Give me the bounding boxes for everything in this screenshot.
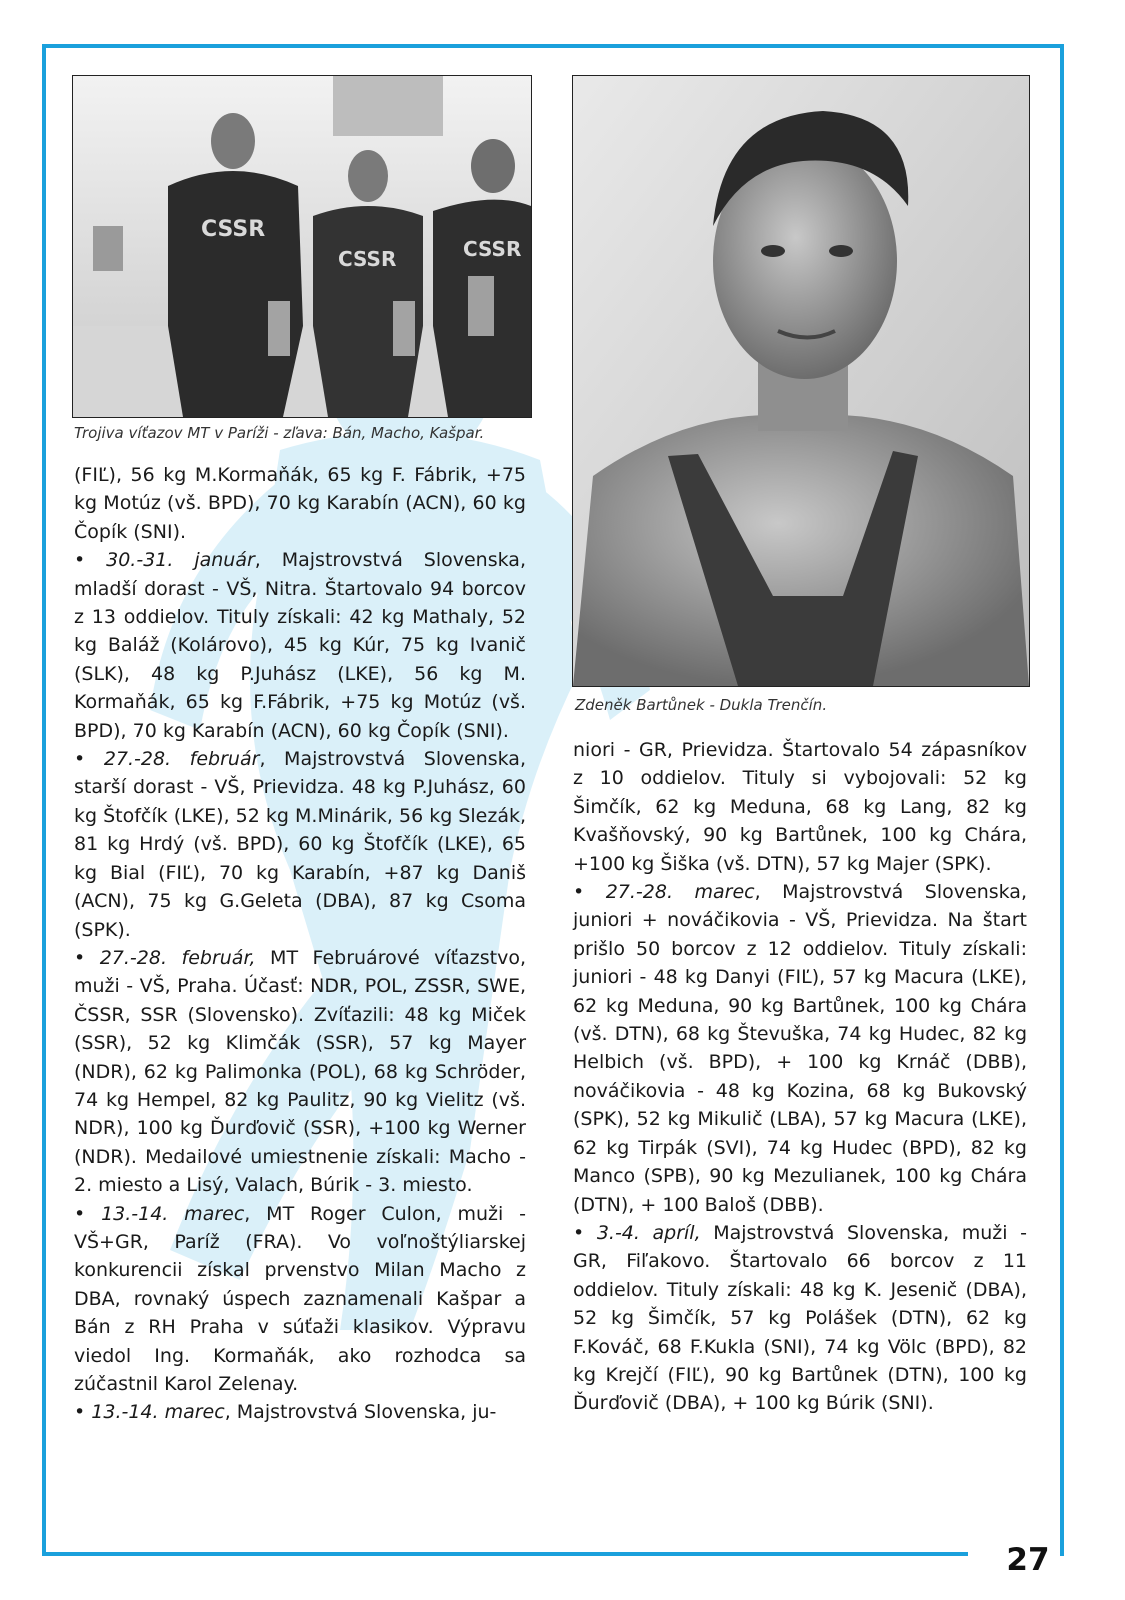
caption-right-photo: Zdeněk Bartůnek - Dukla Trenčín.: [575, 696, 828, 714]
paragraph: • 3.-4. apríl, Majstrovstvá Slovenska, muži - GR, Fiľakovo. Štartovalo 66 borcov z 11 oddielov. Tituly získali: 48 kg K. Jesenič (DBA), 52 kg Šimčík, 57 kg Polášek (DTN), 62 kg F.Kováč, 68 F.Kukla (SNI), 74 kg Völc (BPD), 82 kg Krejčí (FIĽ), 90 kg Bartůnek (DTN), 100 kg Ďurďovič (DBA), + 100 kg Búrik (SNI).: [573, 1221, 1028, 1415]
jersey-text-right: CSSR: [463, 237, 522, 261]
paragraph: • 13.-14. marec, MT Roger Culon, muži - VŠ+GR, Paríž (FRA). Vo voľnoštýliarskej konkurencii získal prvenstvo Milan Macho z DBA, rovnaký úspech zaznamenali Kašpar a Bán z RH Praha v súťaži klasikov. Výpravu viedol Ing. Kormaňák, ako rozhodca sa zúčastnil Karol Zelenay.: [74, 1202, 526, 1395]
left-text-column: [74, 461, 526, 1427]
jersey-text-left: CSSR: [201, 217, 266, 242]
right-text-column: [573, 736, 1027, 1418]
photo-bartunek-portrait: [572, 75, 1030, 687]
paragraph: niori - GR, Prievidza. Štartovalo 54 zápasníkov z 10 oddielov. Tituly si vybojovali: 52 kg Šimčík, 62 kg Meduna, 68 kg Lang, 82 kg Kvašňovský, 90 kg Bartůnek, 100 kg Chára, +100 kg Šiška (vš. DTN), 57 kg Majer (SPK).: [573, 739, 1027, 875]
caption-left-photo: Trojiva víťazov MT v Paríži - zľava: Bán, Macho, Kašpar.: [74, 424, 485, 442]
page-number: 27: [996, 1540, 1060, 1580]
paragraph: (FIĽ), 56 kg M.Kormaňák, 65 kg F. Fábrik, +75 kg Motúz (vš. BPD), 70 kg Karabín (ACN), 60 kg Čopík (SNI).: [74, 464, 526, 543]
paragraph: • 13.-14. marec, Majstrovstvá Slovenska, ju-: [74, 1401, 497, 1424]
paragraph: • 27.-28. marec, Majstrovstvá Slovenska, juniori + nováčikovia - VŠ, Prievidza. Na štart prišlo 50 borcov z 12 oddielov. Tituly získali: juniori - 48 kg Danyi (FIĽ), 57 kg Macura (LKE), 62 kg Meduna, 90 kg Bartůnek, 100 kg Chára (vš. DTN), 68 kg Števuška, 74 kg Hudec, 82 kg Helbich (vš. BPD), + 100 kg Krnáč (DBB), nováčikovia - 48 kg Kozina, 68 kg Bukovský (SPK), 52 kg Mikulič (LBA), 57 kg Macura (LKE), 62 kg Tirpák (SVI), 74 kg Hudec (BPD), 82 kg Manco (SPB), 90 kg Mezulianek, 100 kg Chára (DTN), + 100 Baloš (DBB).: [573, 881, 1027, 1216]
jersey-text-middle: CSSR: [338, 247, 397, 271]
photo-three-winners: [72, 75, 532, 418]
paragraph: • 30.-31. január, Majstrovstvá Slovenska, mladší dorast - VŠ, Nitra. Štartovalo 94 borcov z 13 oddielov. Tituly získali: 42 kg Mathaly, 52 kg Baláž (Kolárovo), 45 kg Kúr, 75 kg Ivanič (SLK), 48 kg P.Juhász (LKE), 56 kg M. Kormaňák, 65 kg F.Fábrik, +75 kg Motúz (vš. BPD), 70 kg Karabín (ACN), 60 kg Čopík (SNI).: [74, 549, 526, 742]
paragraph: • 27.-28. február, Majstrovstvá Slovenska, starší dorast - VŠ, Prievidza. 48 kg P.Juhász, 60 kg Štofčík (LKE), 52 kg M.Minárik, 56 kg Slezák, 81 kg Hrdý (vš. BPD), 60 kg Štofčík (LKE), 65 kg Bial (FIĽ), 70 kg Karabín, +87 kg Daniš (ACN), 75 kg G.Geleta (DBA), 87 kg Csoma (SPK).: [74, 748, 526, 941]
paragraph: • 27.-28. február, MT Februárové víťazstvo, muži - VŠ, Praha. Účasť: NDR, POL, ZSSR, SWE, ČSSR, SSR (Slovensko). Zvíťazili: 48 kg Miček (SSR), 52 kg Klimčák (SSR), 57 kg Mayer (NDR), 62 kg Palimonka (POL), 68 kg Schröder, 74 kg Hempel, 82 kg Paulitz, 90 kg Vielitz (vš. NDR), 100 kg Ďurďovič (SSR), +100 kg Werner (NDR). Medailové umiestnenie získali: Macho - 2. miesto a Lisý, Valach, Búrik - 3. miesto.: [74, 946, 526, 1197]
